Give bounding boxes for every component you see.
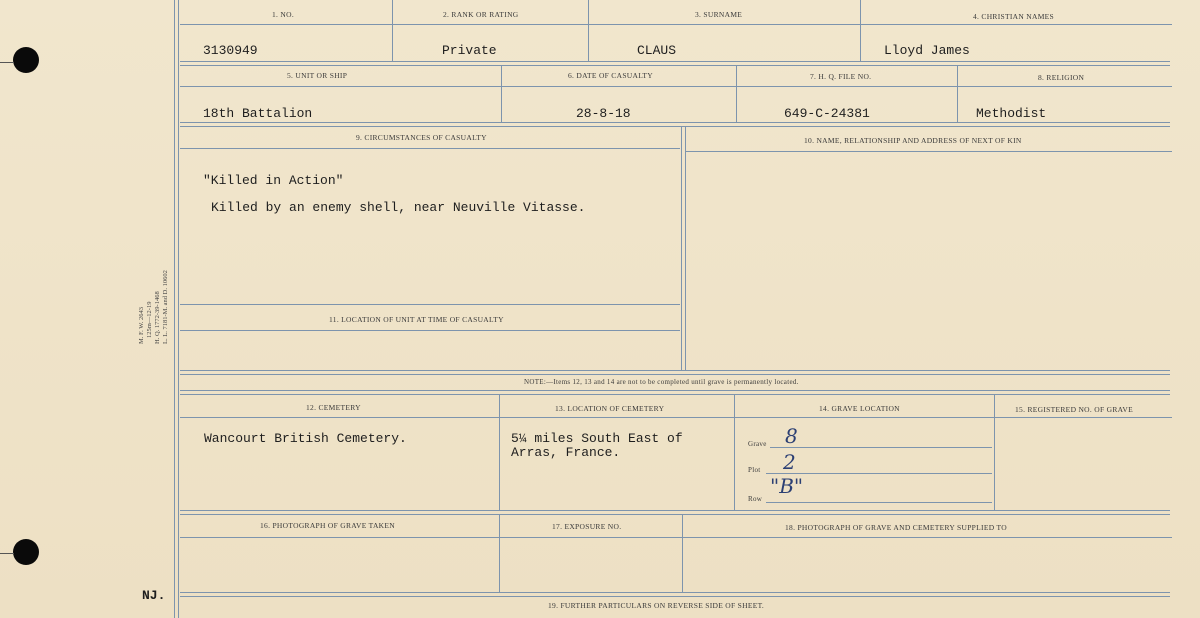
value-surname: CLAUS [637, 43, 677, 58]
label-no: 1. NO. [272, 10, 295, 19]
label-row: Row [748, 495, 763, 503]
row4-rule [180, 417, 1172, 418]
label-grave: Grave [748, 440, 767, 448]
hole-mark-top [0, 62, 14, 63]
label-next-of-kin: 10. NAME, RELATIONSHIP AND ADDRESS OF NEXT OF KIN [804, 136, 1022, 145]
row2-rule [180, 86, 1172, 87]
label-surname: 3. SURNAME [695, 10, 743, 19]
label-religion: 8. RELIGION [1038, 73, 1085, 82]
location-unit-rule [180, 330, 680, 331]
value-row: "B" [770, 474, 804, 498]
value-location-cemetery-line1: 5¼ miles South East of [511, 431, 683, 446]
label-circumstances: 9. CIRCUMSTANCES OF CASUALTY [356, 133, 487, 142]
row1-rule [180, 24, 1172, 25]
footer-note: 19. FURTHER PARTICULARS ON REVERSE SIDE OF SHEET. [548, 601, 765, 610]
row4-divider-3 [994, 395, 995, 510]
form-code-1: M. F. W. 2643 [138, 306, 145, 344]
row4-bottom-rule [180, 510, 1170, 515]
value-plot: 2 [783, 450, 796, 474]
label-christian-names: 4. CHRISTIAN NAMES [973, 12, 1055, 21]
location-unit-top-rule [180, 304, 680, 305]
row5-divider-2 [682, 515, 683, 592]
circumstances-rule [180, 148, 680, 149]
row5-rule [180, 537, 1172, 538]
label-date: 6. DATE OF CASUALTY [568, 71, 654, 80]
row1-divider-1 [392, 0, 393, 61]
label-unit: 5. UNIT OR SHIP [287, 71, 348, 80]
row2-divider-1 [501, 65, 502, 122]
label-photo-supplied: 18. PHOTOGRAPH OF GRAVE AND CEMETERY SUPPLIED TO [785, 523, 1007, 532]
label-grave-location: 14. GRAVE LOCATION [819, 404, 900, 413]
row2-divider-2 [736, 65, 737, 122]
hole-mark-bottom [0, 553, 14, 554]
row4-divider-2 [734, 395, 735, 510]
value-no: 3130949 [203, 43, 258, 58]
punch-hole-bottom [13, 539, 39, 565]
value-hq-file: 649-C-24381 [784, 106, 870, 121]
row1-divider-3 [860, 0, 861, 61]
label-photo-taken: 16. PHOTOGRAPH OF GRAVE TAKEN [260, 521, 395, 530]
note-top-rule [180, 370, 1170, 375]
row1-divider-2 [588, 0, 589, 61]
note-text: NOTE:—Items 12, 13 and 14 are not to be completed until grave is permanently located. [524, 378, 799, 386]
label-hq-file: 7. H. Q. FILE NO. [810, 72, 872, 81]
label-plot: Plot [748, 466, 761, 474]
value-rank: Private [442, 43, 497, 58]
row2-bottom-rule [180, 122, 1170, 127]
label-location-of-unit: 11. LOCATION OF UNIT AT TIME OF CASUALTY [329, 315, 504, 324]
value-date: 28-8-18 [576, 106, 631, 121]
row5-bottom-rule [180, 592, 1170, 597]
value-unit: 18th Battalion [203, 106, 313, 121]
form-code-3: H. Q. 1772-39-1468 [154, 291, 161, 344]
clerk-initials: NJ. [142, 588, 166, 603]
form-code-4: L. L. 7181-M. and D. 10602 [162, 270, 169, 344]
row4-divider-1 [499, 395, 500, 510]
row-line [766, 502, 992, 503]
row2-divider-3 [957, 65, 958, 122]
value-christian-names: Lloyd James [884, 43, 970, 58]
next-of-kin-rule [686, 151, 1172, 152]
value-circumstances-line1: "Killed in Action" [203, 173, 344, 188]
label-exposure: 17. EXPOSURE NO. [552, 522, 622, 531]
row5-divider-1 [499, 515, 500, 592]
value-cemetery: Wancourt British Cemetery. [204, 431, 407, 446]
label-registered-no: 15. REGISTERED NO. OF GRAVE [1015, 405, 1133, 414]
label-location-of-cemetery: 13. LOCATION OF CEMETERY [555, 404, 665, 413]
row3-center-divider [681, 126, 686, 370]
punch-hole-top [13, 47, 39, 73]
form-code-2: 125m—12-19 [146, 301, 153, 338]
label-cemetery: 12. CEMETERY [306, 403, 361, 412]
value-grave: 8 [785, 424, 798, 448]
value-religion: Methodist [976, 106, 1047, 121]
left-margin-rule [174, 0, 179, 618]
note-bottom-rule [180, 390, 1170, 395]
row1-bottom-rule [180, 61, 1170, 66]
grave-line [770, 447, 992, 448]
label-rank: 2. RANK OR RATING [443, 10, 519, 19]
value-circumstances-line2: Killed by an enemy shell, near Neuville Vitasse. [211, 200, 586, 215]
value-location-cemetery-line2: Arras, France. [511, 445, 621, 460]
